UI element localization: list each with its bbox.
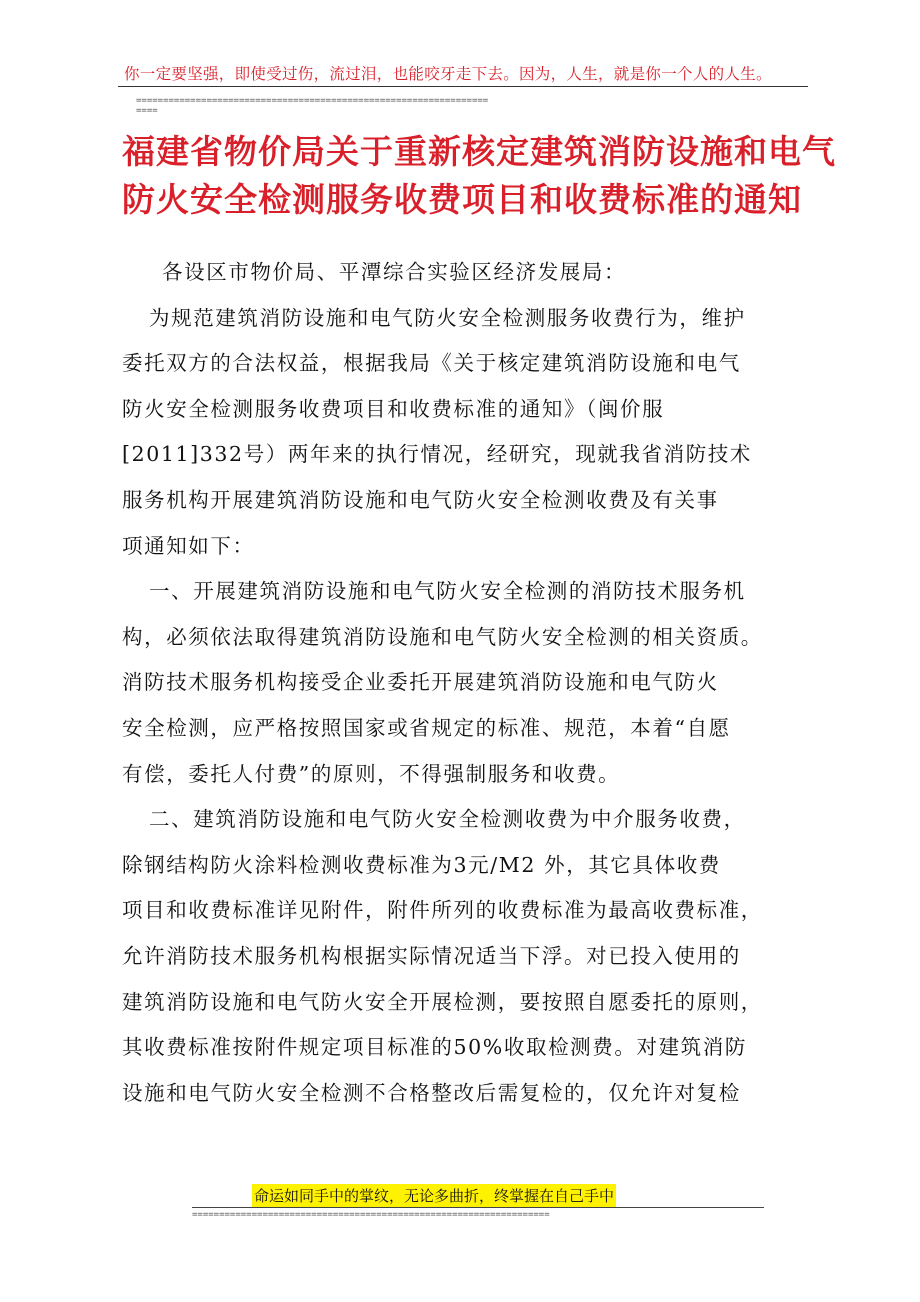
- footer-rule: [192, 1207, 764, 1208]
- body-line: 构，必须依法取得建筑消防设施和电气防火安全检测的相关资质。: [122, 624, 763, 649]
- body-line: 设施和电气防火安全检测不合格整改后需复检的，仅允许对复检: [122, 1080, 741, 1105]
- body-line: 项通知如下：: [122, 533, 255, 558]
- document-body: [122, 250, 812, 1116]
- document-title: [122, 128, 836, 224]
- body-line: 二、建筑消防设施和电气防火安全检测收费为中介服务收费，: [149, 807, 746, 832]
- body-line: 建筑消防设施和电气防火安全开展检测，要按照自愿委托的原则，: [122, 989, 763, 1014]
- footer-motto: 命运如同手中的掌纹，无论多曲折，终掌握在自己手中: [252, 1184, 616, 1207]
- header-rule: [118, 86, 808, 87]
- body-line: 防火安全检测服务收费项目和收费标准的通知》（闽价服: [122, 396, 665, 421]
- body-line: 一、开展建筑消防设施和电气防火安全检测的消防技术服务机: [149, 579, 746, 604]
- salutation-line: 各设区市物价局、平潭综合实验区经济发展局：: [162, 260, 627, 284]
- title-line-1: 福建省物价局关于重新核定建筑消防设施和电气: [122, 132, 836, 171]
- body-line: 为规范建筑消防设施和电气防火安全检测服务收费行为，维护: [149, 305, 746, 330]
- body-line: 其收费标准按附件规定项目标准的50%收取检测费。对建筑消防: [122, 1035, 747, 1060]
- footer-equals-divider: ==================================================================: [192, 1210, 550, 1220]
- header-motto: 你一定要坚强，即使受过伤，流过泪，也能咬牙走下去。因为，人生，就是你一个人的人生。: [124, 65, 772, 83]
- body-line: [2011]332号）两年来的执行情况，经研究，现就我省消防技术: [122, 442, 752, 467]
- body-line: 允许消防技术服务机构根据实际情况适当下浮。对已投入使用的: [122, 943, 741, 968]
- body-line: 有偿，委托人付费”的原则，不得强制服务和收费。: [122, 761, 621, 786]
- header-equals-divider-tail: ====: [136, 106, 158, 116]
- body-line: 除钢结构防火涂料检测收费标准为3元/M2 外，其它具体收费: [122, 852, 721, 877]
- body-line: 安全检测，应严格按照国家或省规定的标准、规范，本着“自愿: [122, 715, 731, 740]
- title-line-2: 防火安全检测服务收费项目和收费标准的通知: [122, 180, 802, 219]
- body-line: 项目和收费标准详见附件，附件所列的收费标准为最高收费标准，: [122, 898, 763, 923]
- body-line: 服务机构开展建筑消防设施和电气防火安全检测收费及有关事: [122, 487, 719, 512]
- header-equals-divider: =================================================================: [136, 96, 489, 106]
- body-line: 消防技术服务机构接受企业委托开展建筑消防设施和电气防火: [122, 670, 719, 695]
- body-line: 委托双方的合法权益，根据我局《关于核定建筑消防设施和电气: [122, 351, 741, 376]
